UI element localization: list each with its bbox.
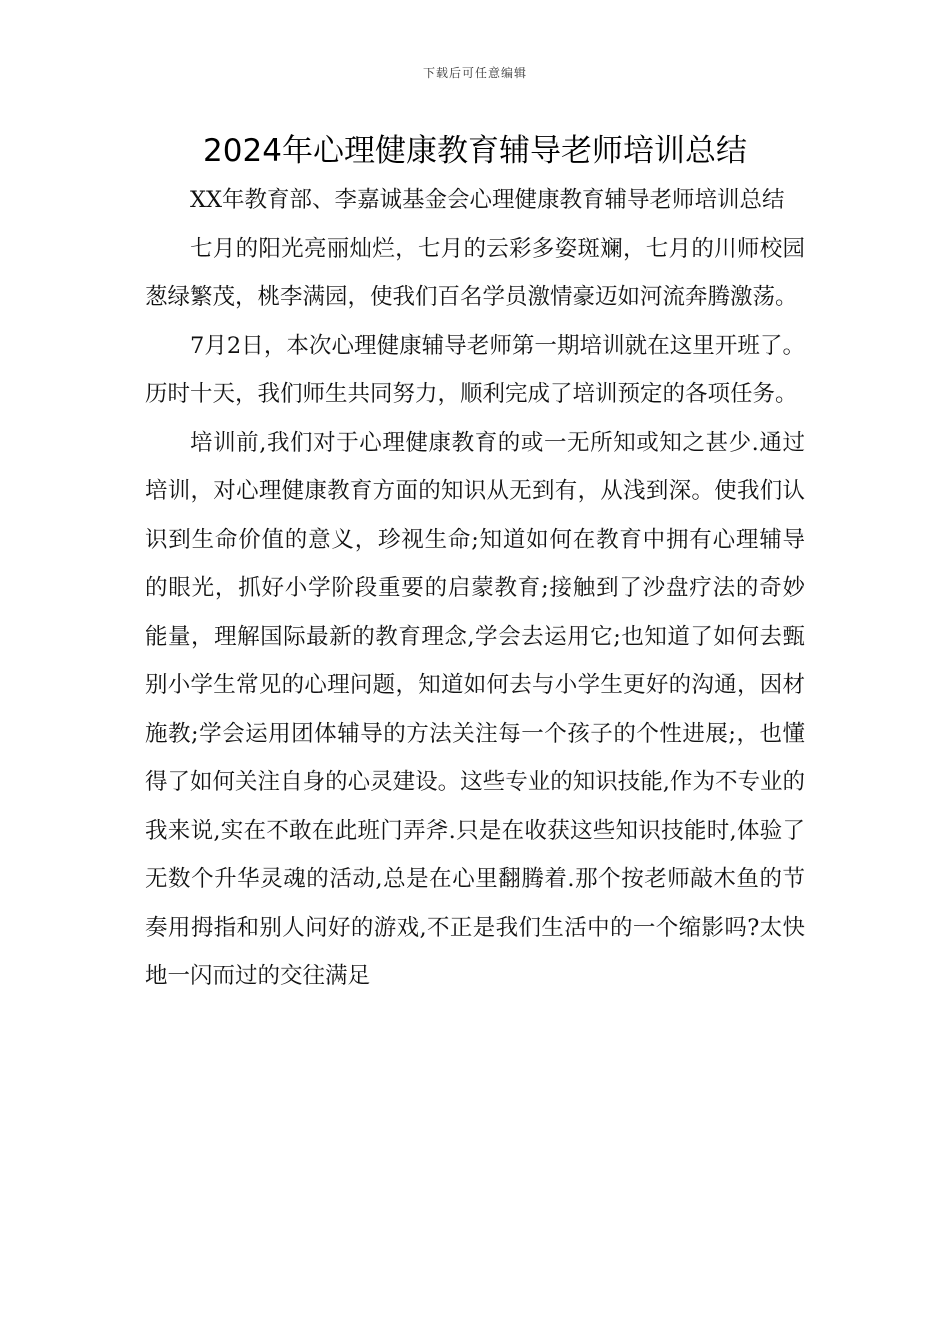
document-title: 2024年心理健康教育辅导老师培训总结 [203,133,747,169]
paragraph-opening: 7月2日，本次心理健康辅导老师第一期培训就在这里开班了。历时十天，我们师生共同努力，顺利完成了培训预定的各项任务。 [145,332,805,407]
document-body [145,176,805,1001]
paragraph-content: 培训前,我们对于心理健康教育的或一无所知或知之甚少.通过培训，对心理健康教育方面的知识从无到有，从浅到深。使我们认识到生命价值的意义，珍视生命;知道如何在教育中拥有心理辅导的眼光，抓好小学阶段重要的启蒙教育;接触到了沙盘疗法的奇妙能量，理解国际最新的教育理念,学会去运用它;也知道了如何去甄别小学生常见的心理问题，知道如何去与小学生更好的沟通，因材施教;学会运用团体辅导的方法关注每一个孩子的个性进展;，也懂得了如何关注自身的心灵建设。这些专业的知识技能,作为不专业的我来说,实在不敢在此班门弄斧.只是在收获这些知识技能时,体验了无数个升华灵魂的活动,总是在心里翻腾着.那个按老师敲木鱼的节奏用拇指和别人问好的游戏,不正是我们生活中的一个缩影吗?太快地一闪而过的交往满足 [145,429,805,989]
header-note: 下载后可任意编辑 [422,66,527,80]
paragraph-subtitle: XX年教育部、李嘉诚基金会心理健康教育辅导老师培训总结 [190,187,785,213]
paragraph-intro: 七月的阳光亮丽灿烂，七月的云彩多姿斑斓，七月的川师校园葱绿繁茂，桃李满园，使我们百名学员激情豪迈如河流奔腾激荡。 [145,235,805,310]
